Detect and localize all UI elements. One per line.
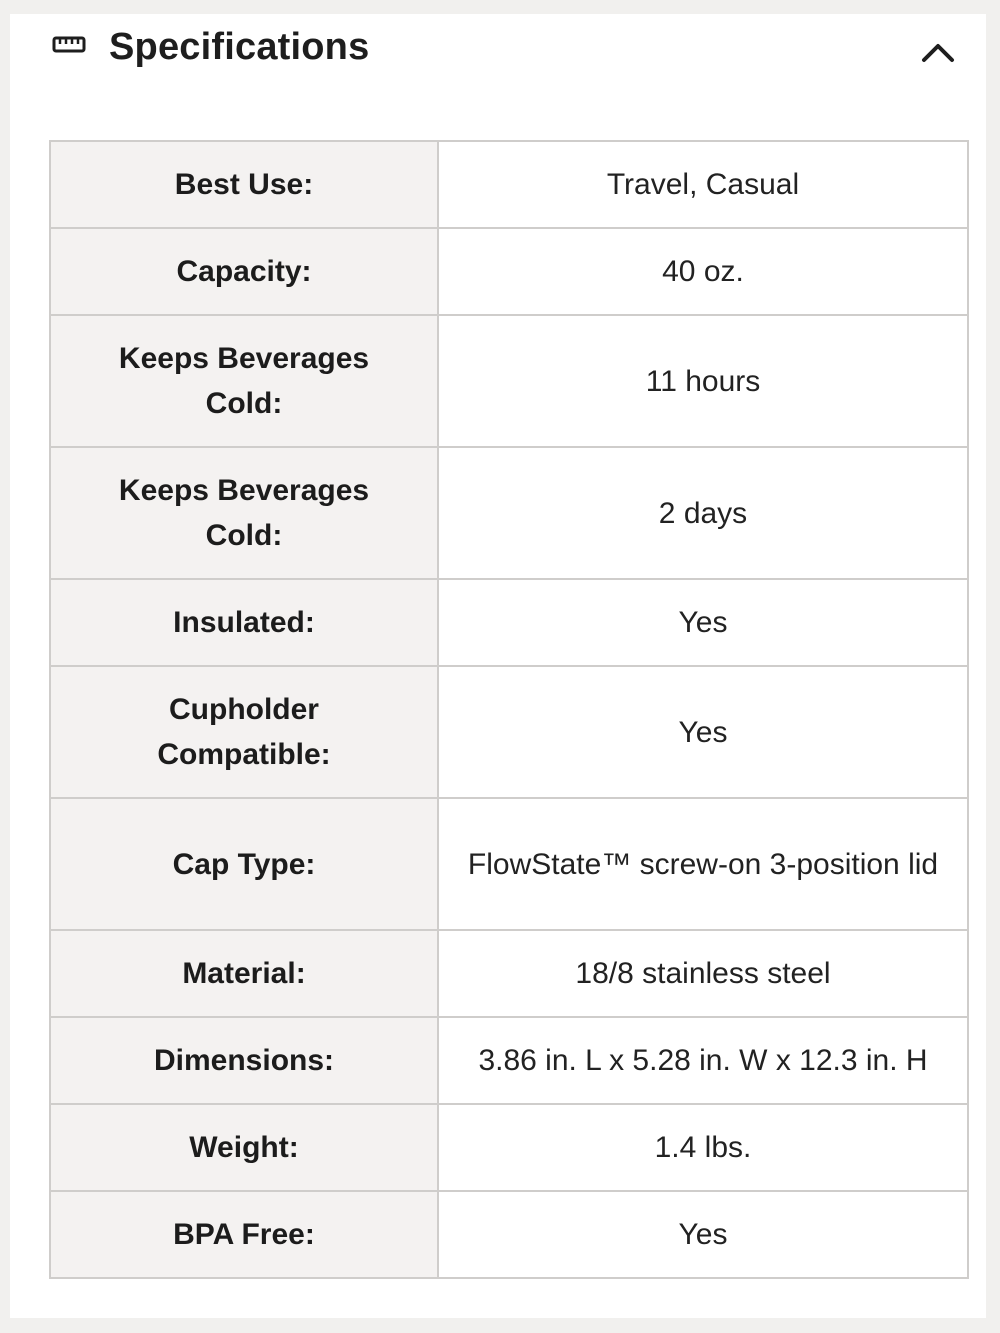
spec-value: Yes xyxy=(438,666,968,798)
table-row xyxy=(50,666,968,798)
spec-label: Best Use: xyxy=(50,141,438,228)
spec-label: Material: xyxy=(50,930,438,1017)
chevron-up-icon xyxy=(916,34,960,70)
table-row xyxy=(50,579,968,666)
table-row xyxy=(50,1191,968,1278)
spec-value: FlowState™ screw-on 3-position lid xyxy=(438,798,968,930)
spec-label: Dimensions: xyxy=(50,1017,438,1104)
table-row xyxy=(50,1017,968,1104)
spec-label: Weight: xyxy=(50,1104,438,1191)
spec-label: Cap Type: xyxy=(50,798,438,930)
table-row xyxy=(50,141,968,228)
spec-label: Keeps Beverages Cold: xyxy=(50,315,438,447)
ruler-icon xyxy=(52,34,86,54)
specifications-table xyxy=(49,140,969,1279)
spec-value: 3.86 in. L x 5.28 in. W x 12.3 in. H xyxy=(438,1017,968,1104)
specifications-header[interactable] xyxy=(10,14,986,94)
section-title: Specifications xyxy=(109,26,370,68)
table-row xyxy=(50,447,968,579)
spec-value: 40 oz. xyxy=(438,228,968,315)
spec-value: Travel, Casual xyxy=(438,141,968,228)
table-row xyxy=(50,315,968,447)
spec-value: Yes xyxy=(438,1191,968,1278)
spec-value: 1.4 lbs. xyxy=(438,1104,968,1191)
spec-label: Capacity: xyxy=(50,228,438,315)
table-row xyxy=(50,228,968,315)
spec-value: 18/8 stainless steel xyxy=(438,930,968,1017)
specifications-panel xyxy=(10,14,986,1318)
spec-label: BPA Free: xyxy=(50,1191,438,1278)
spec-value: 11 hours xyxy=(438,315,968,447)
table-row xyxy=(50,1104,968,1191)
spec-label: Insulated: xyxy=(50,579,438,666)
spec-value: Yes xyxy=(438,579,968,666)
spec-label: Cupholder Compatible: xyxy=(50,666,438,798)
collapse-button[interactable] xyxy=(916,34,960,70)
table-row xyxy=(50,930,968,1017)
table-row xyxy=(50,798,968,930)
spec-label: Keeps Beverages Cold: xyxy=(50,447,438,579)
spec-value: 2 days xyxy=(438,447,968,579)
